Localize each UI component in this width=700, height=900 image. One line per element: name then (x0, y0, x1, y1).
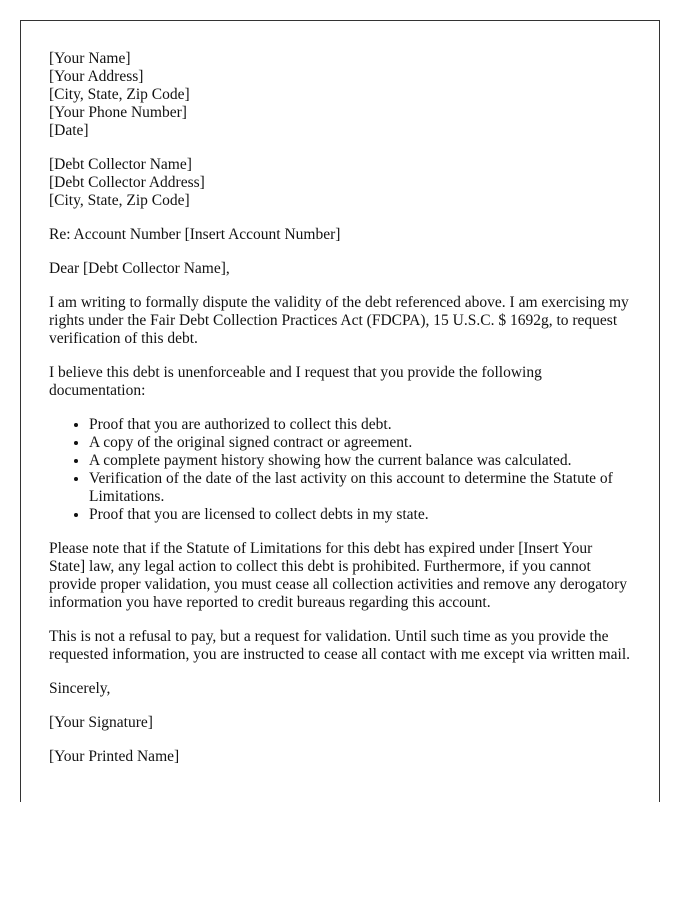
list-item: • A copy of the original signed contract or agreement. (89, 434, 631, 452)
sender-name: [Your Name] (49, 50, 131, 67)
signature-line: [Your Signature] (49, 714, 153, 731)
recipient-address-block (49, 156, 631, 210)
letter-page (20, 20, 660, 802)
list-item: • A complete payment history showing how the current balance was calculated. (89, 452, 631, 470)
list-item: • Proof that you are licensed to collect debts in my state. (89, 506, 631, 524)
salutation: Dear [Debt Collector Name], (49, 260, 230, 277)
printed-name-line: [Your Printed Name] (49, 748, 180, 765)
subject-line: Re: Account Number [Insert Account Number] (49, 226, 341, 243)
complimentary-close: Sincerely, (49, 680, 111, 697)
recipient-city-state-zip: [City, State, Zip Code] (49, 192, 190, 209)
request-paragraph: I believe this debt is unenforceable and I request that you provide the following documentation: (49, 364, 542, 399)
sender-address-block (49, 50, 631, 140)
closing-note-paragraph: This is not a refusal to pay, but a request for validation. Until such time as you provide the requested information, you are instructed to cease all contact with me except via written mail. (49, 628, 631, 663)
recipient-name: [Debt Collector Name] (49, 156, 192, 173)
list-item: • Verification of the date of the last activity on this account to determine the Statute of Limitations. (89, 470, 631, 506)
documentation-list (49, 416, 631, 524)
recipient-address: [Debt Collector Address] (49, 174, 205, 191)
intro-paragraph: I am writing to formally dispute the validity of the debt referenced above. I am exercising my rights under the Fair Debt Collection Practices Act (FDCPA), 15 U.S.C. $ 1692g, to request verification of this debt. (49, 294, 629, 347)
sender-phone: [Your Phone Number] (49, 104, 187, 121)
sender-city-state-zip: [City, State, Zip Code] (49, 86, 190, 103)
sender-address: [Your Address] (49, 68, 144, 85)
letter-date: [Date] (49, 122, 89, 139)
list-item: • Proof that you are authorized to collect this debt. (89, 416, 631, 434)
statute-paragraph: Please note that if the Statute of Limitations for this debt has expired under [Insert Your State] law, any legal action to collect this debt is prohibited. Furthermore, if you cannot provide proper validation, you must cease all collection activities and remove any derogatory information you have reported to credit bureaus regarding this account. (49, 540, 628, 611)
